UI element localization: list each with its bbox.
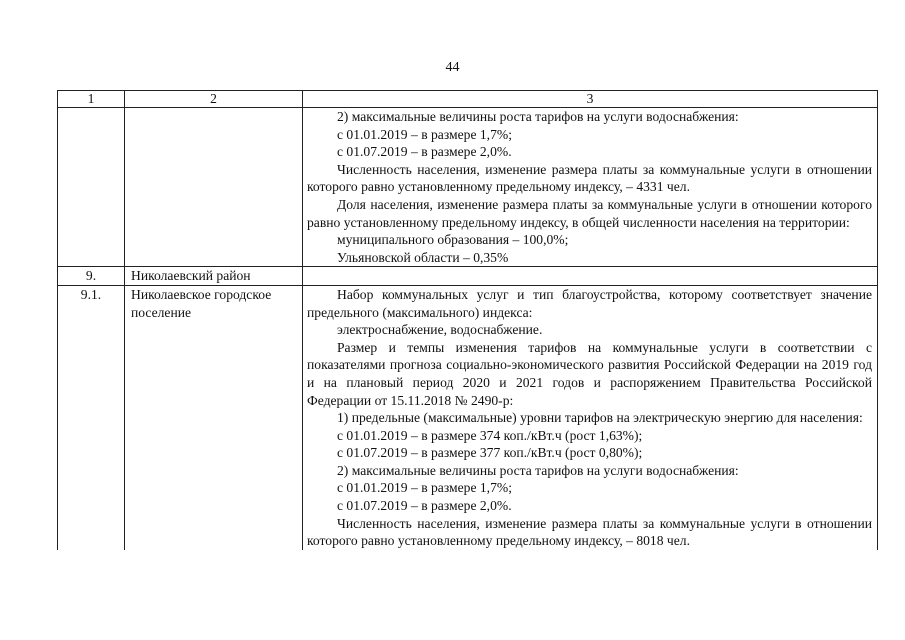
- paragraph: с 01.07.2019 – в размере 2,0%.: [337, 498, 512, 514]
- tariff-table: [57, 90, 878, 550]
- row-number: 9.: [58, 267, 125, 286]
- paragraph: Размер и темпы изменения тарифов на коммунальные услуги в соответствии с показателями прогноза социально-экономического развития Российской Федерации на 2019 год и на плановый период 2020 и 2021 годов и распоряжением Правительства Российской Федерации от 15.11.2018 № 2490-р:: [307, 339, 872, 408]
- row-content: [303, 285, 878, 549]
- paragraph: с 01.01.2019 – в размере 1,7%;: [337, 480, 512, 496]
- table-row: [58, 285, 878, 549]
- row-content: [303, 267, 878, 286]
- paragraph: с 01.07.2019 – в размере 2,0%.: [337, 144, 512, 160]
- row-territory: Николаевский район: [125, 267, 303, 286]
- header-col-3: 3: [303, 91, 878, 108]
- table-header-row: [58, 91, 878, 108]
- row-number: [58, 108, 125, 267]
- paragraph: Набор коммунальных услуг и тип благоустройства, которому соответствует значение предельного (максимального) индекса:: [307, 286, 872, 320]
- row-number: 9.1.: [58, 285, 125, 549]
- paragraph: Численность населения, изменение размера платы за коммунальные услуги в отношении которого равно установленному предельному индексу, – 4331 чел.: [307, 161, 872, 195]
- paragraph: с 01.07.2019 – в размере 377 коп./кВт.ч (рост 0,80%);: [337, 445, 643, 461]
- paragraph: Ульяновской области – 0,35%: [337, 249, 509, 265]
- row-territory: Николаевское городское поселение: [125, 285, 303, 549]
- paragraph: с 01.01.2019 – в размере 374 коп./кВт.ч (рост 1,63%);: [337, 427, 643, 443]
- row-content: [303, 108, 878, 267]
- paragraph: 1) предельные (максимальные) уровни тарифов на электрическую энергию для населения:: [337, 410, 863, 426]
- paragraph: Доля населения, изменение размера платы за коммунальные услуги в отношении которого равно установленному предельному индексу, в общей численности населения на территории:: [307, 196, 872, 230]
- header-col-1: 1: [58, 91, 125, 108]
- header-col-2: 2: [125, 91, 303, 108]
- page-number: 44: [445, 60, 460, 75]
- paragraph: с 01.01.2019 – в размере 1,7%;: [337, 126, 512, 142]
- table-row: [58, 108, 878, 267]
- paragraph: 2) максимальные величины роста тарифов на услуги водоснабжения:: [337, 109, 739, 124]
- row-territory: [125, 108, 303, 267]
- paragraph: 2) максимальные величины роста тарифов на услуги водоснабжения:: [337, 462, 739, 478]
- paragraph: Численность населения, изменение размера платы за коммунальные услуги в отношении которого равно установленному предельному индексу, – 8018 чел.: [307, 515, 872, 549]
- table-row: [58, 267, 878, 286]
- paragraph: электроснабжение, водоснабжение.: [337, 322, 543, 338]
- paragraph: муниципального образования – 100,0%;: [337, 232, 569, 248]
